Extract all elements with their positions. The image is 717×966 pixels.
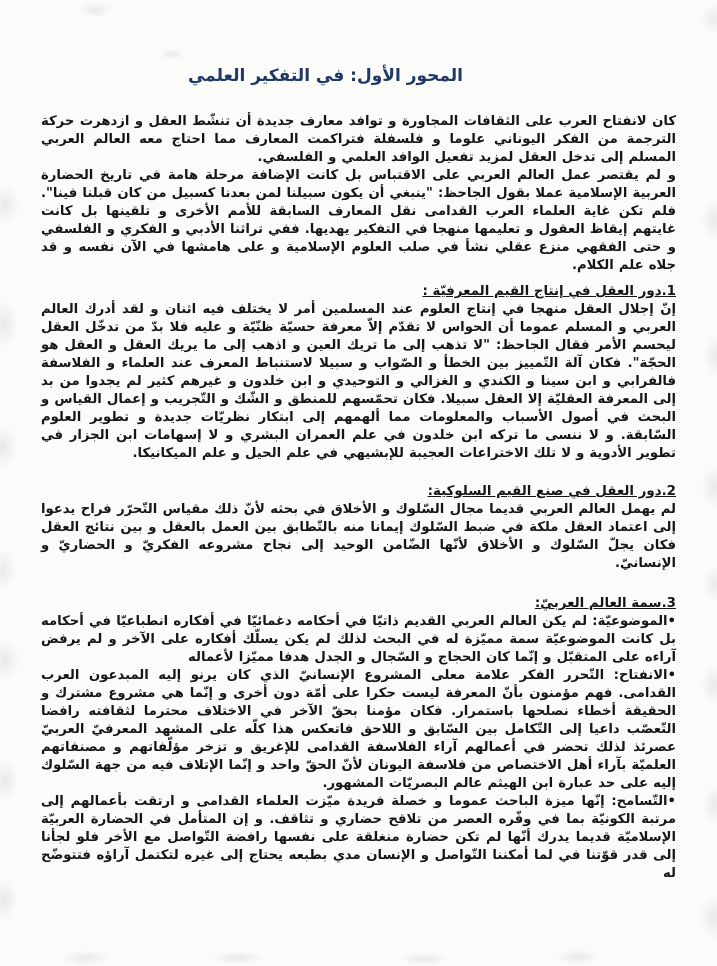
page-title: المحور الأول: في التفكير العلمي	[187, 66, 464, 86]
section-2-heading: 2.دور العقل في صنع القيم السلوكية:	[427, 484, 676, 499]
bullet-openness: •الانفتاح: التّحرر الفكر علامة معلى المشروع الإنسانيّ الذي كان يرنو إليه المبدعون العرب القدامى. فهم مؤمنون بأنّ المعرفة ليست حكرا على أمّة دون أخرى و إنّما هي مشروع مشترك و الحقيقة أخطاء نصلحها باستمرار. فكان مؤمنا بحقّ الآخر في الاختلاف محترما لثقافته رافضا التّعصّب داعيا إلى التّكامل بين السّابق و اللاحق فاتعكس هذا كلّه على المشهد المعرفيّ العربيّ عصرئذ لذلك تحضر في أعمالهم آراء الفلاسفة القدامى للإغريق و تزخر مؤلّفاتهم و مصنفاتهم العلميّة بآراء أهل الاختصاص من فلاسفة اليونان لأنّ الحقّ واحد و إنّما الإتلاف فيه من جهة السّلوك إليه على حد عبارة ابن الهيثم عالم البصريّات المشهور.	[41, 668, 676, 791]
section-1-heading: 1.دور العقل في إنتاج القيم المعرفيّة :	[422, 284, 676, 299]
intro-paragraph-2: و لم يقتصر عمل العالم العربي على الاقتباس بل كانت الإضافة مرحلة هامة في تاريخ الحضارة العربية الإسلامية عملا بقول الجاحظ: "ينبغي أن يكون سبيلنا لمن بعدنا كسبيل من كان قبلنا فينا". فلم تكن غاية العلماء العرب القدامى نقل المعارف السابقة للأمم الأخرى و تلقينها بل كانت غايتهم إيقاظ العقول و تعليمها منهجا في التفكير يهديها. ففي تراثنا الأدبي و الفكري و الفلسفي و حتى الفقهي منزع عقلي نشأ في صلب العلوم الإسلامية و على هامشها في الآن نفسه و قد جلاه علم الكلام.	[41, 168, 676, 273]
bullet-objectivity: •الموضوعيّة: لم يكن العالم العربي القديم ذاتيّا في أحكامه دغمائيّا في أفكاره انطباعيّا في أحكامه بل كانت الموضوعيّة سمة مميّزة له في البحث لذلك لم يكن يسلّك أفكاره على الآخر و لم يرفض آراءه على المتقبّل و إنّما كان الحجاج و السّجال و الجدل هدفا مميّزا لأعماله	[41, 614, 676, 665]
section-2-body: لم يهمل العالم العربي قديما مجال السّلوك و الأخلاق في بحثه لأنّ ذلك مقياس التّحرّر فراح يدعوا إلى اعتماد العقل ملكة في ضبط السّلوك إيمانا منه بالتّطابق بين العمل بالعقل و بين نتائج العقل فكان يجلّ السّلوك و الأخلاق لأنّها الضّامن الوحيد إلى نجاح مشروعه الفكريّ و الحضاريّ و الإنسانيّ.	[41, 502, 676, 571]
section-3-heading: 3.سمة العالم العربيّ:	[534, 596, 676, 611]
intro-paragraph-1: كان لانفتاح العرب على الثقافات المجاورة و توافد معارف جديدة أن تنشّط العقل و ازدهرت حركة الترجمة من الفكر اليوناني علوما و فلسفلة فتراكمت المعارف مما احتاج معه العالم العربي المسلم إلى تدخل العقل لمزيد تفعيل الوافد العلمي و الفلسفي.	[41, 114, 676, 165]
bullet-tolerance: •التّسامح: إنّها ميزة الباحث عموما و خصلة فريدة ميّزت العلماء القدامى و ارتقت بأعمالهم إلى مرتبة الكونيّة بما في وفّره العصر من تلاقح حضاري و تثاقف. و إن المتأمل في الحضارة العربيّة الإسلاميّة قديما يدرك أنّها لم تكن حضارة منغلقة على نفسها رافضة التّواصل مع الأخر فلو لجأنا إلى قدر قوّتنا في لما أمكننا التّواصل و الإنسان مدي بطبعه يحتاج إلى غيره لتكتمل آراؤه فتتوضّح له	[41, 794, 676, 881]
section-1-body: إنّ إجلال العقل منهجا في إنتاج العلوم عند المسلمين أمر لا يختلف فيه اثنان و لقد أدرك العالم العربي و المسلم عموما أن الحواس لا تقدّم إلاّ معرفة حسيّة ظنّيّة و عليه فلا بدّ من تدخّل العقل ليحسم الأمر فقال الجاحظ: "لا تذهب إلى ما تريك العين و اذهب إلى ما يريك العقل و العقل هو الحجّة". فكان آلة التّمييز بين الخطأ و الصّواب و سبيلا لاستنباط المعرف عند العلماء و الفلاسفة فالفرابي و ابن سينا و الكندي و الغزالي و التوحيدي و ابن خلدون و غيرهم كثير لم يجدوا من بد إلى المعرفة العقليّة إلا العقل سبيلا. فكان تحمّسهم للمنطق و الشّك و التّجريب و إعمال القياس و البحث في أصول الأسباب والمعلومات مما ألهمهم إلى ابتكار نظريّات جديدة و تطوير العلوم السّابقة. و لا ننسى ما تركه ابن خلدون في علم العمران البشري و لا إسهامات ابن الجزار في تطوير الأدوية و لا تلك الاختراعات العجيبة للإبشيهي في علم الحيل و علم الميكانيكا.	[41, 302, 676, 461]
